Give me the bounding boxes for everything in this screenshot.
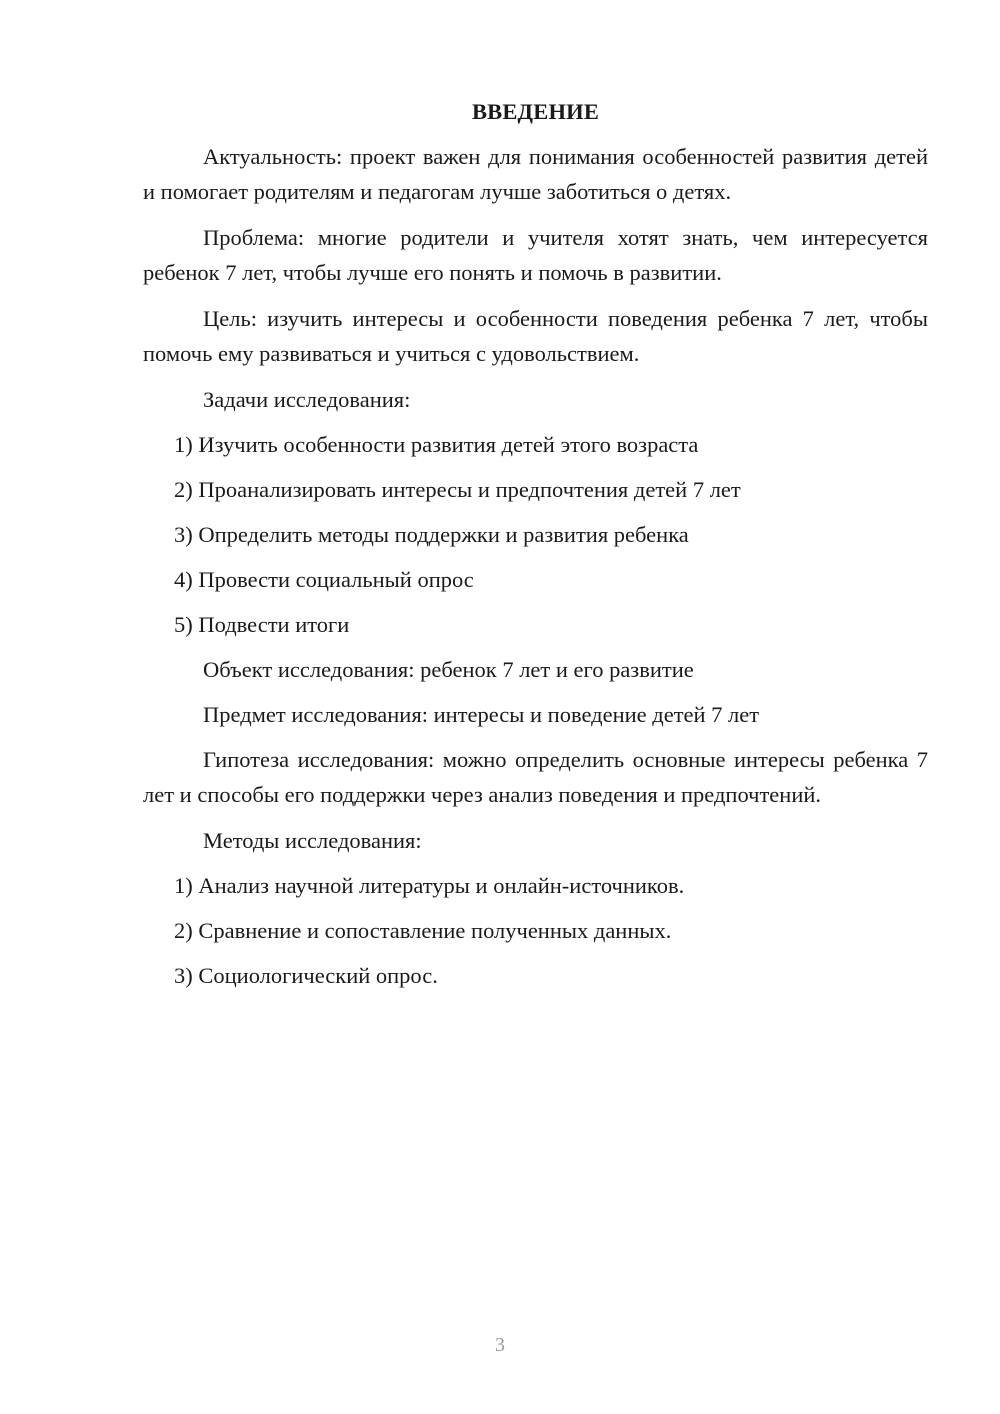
relevance-paragraph: Актуальность: проект важен для понимания особенностей развития детей и помогает родителям и педагогам лучше заботиться о детях.: [143, 144, 928, 204]
task-item-3: 3) Определить методы поддержки и развития ребенка: [174, 522, 689, 547]
problem-paragraph: Проблема: многие родители и учителя хотят знать, чем интересуется ребенок 7 лет, чтобы лучше его понять и помочь в развитии.: [143, 225, 928, 285]
section-title: ВВЕДЕНИЕ: [471, 99, 600, 124]
goal-paragraph: Цель: изучить интересы и особенности поведения ребенка 7 лет, чтобы помочь ему развиваться и учиться с удовольствием.: [143, 306, 928, 366]
task-item-4: 4) Провести социальный опрос: [174, 567, 474, 592]
page-number: 3: [495, 1334, 505, 1356]
method-item-2: 2) Сравнение и сопоставление полученных данных.: [174, 918, 672, 943]
method-item-3: 3) Социологический опрос.: [174, 963, 438, 988]
research-object: Объект исследования: ребенок 7 лет и его развитие: [203, 657, 694, 682]
document-body: [143, 94, 928, 1003]
method-item-1: 1) Анализ научной литературы и онлайн-источников.: [174, 873, 685, 898]
hypothesis-paragraph: Гипотеза исследования: можно определить основные интересы ребенка 7 лет и способы его поддержки через анализ поведения и предпочтений.: [143, 747, 928, 807]
tasks-heading: Задачи исследования:: [203, 387, 411, 412]
methods-heading: Методы исследования:: [203, 828, 422, 853]
task-item-2: 2) Проанализировать интересы и предпочтения детей 7 лет: [174, 477, 741, 502]
research-subject: Предмет исследования: интересы и поведение детей 7 лет: [203, 702, 760, 727]
task-item-1: 1) Изучить особенности развития детей этого возраста: [174, 432, 699, 457]
task-item-5: 5) Подвести итоги: [174, 612, 350, 637]
